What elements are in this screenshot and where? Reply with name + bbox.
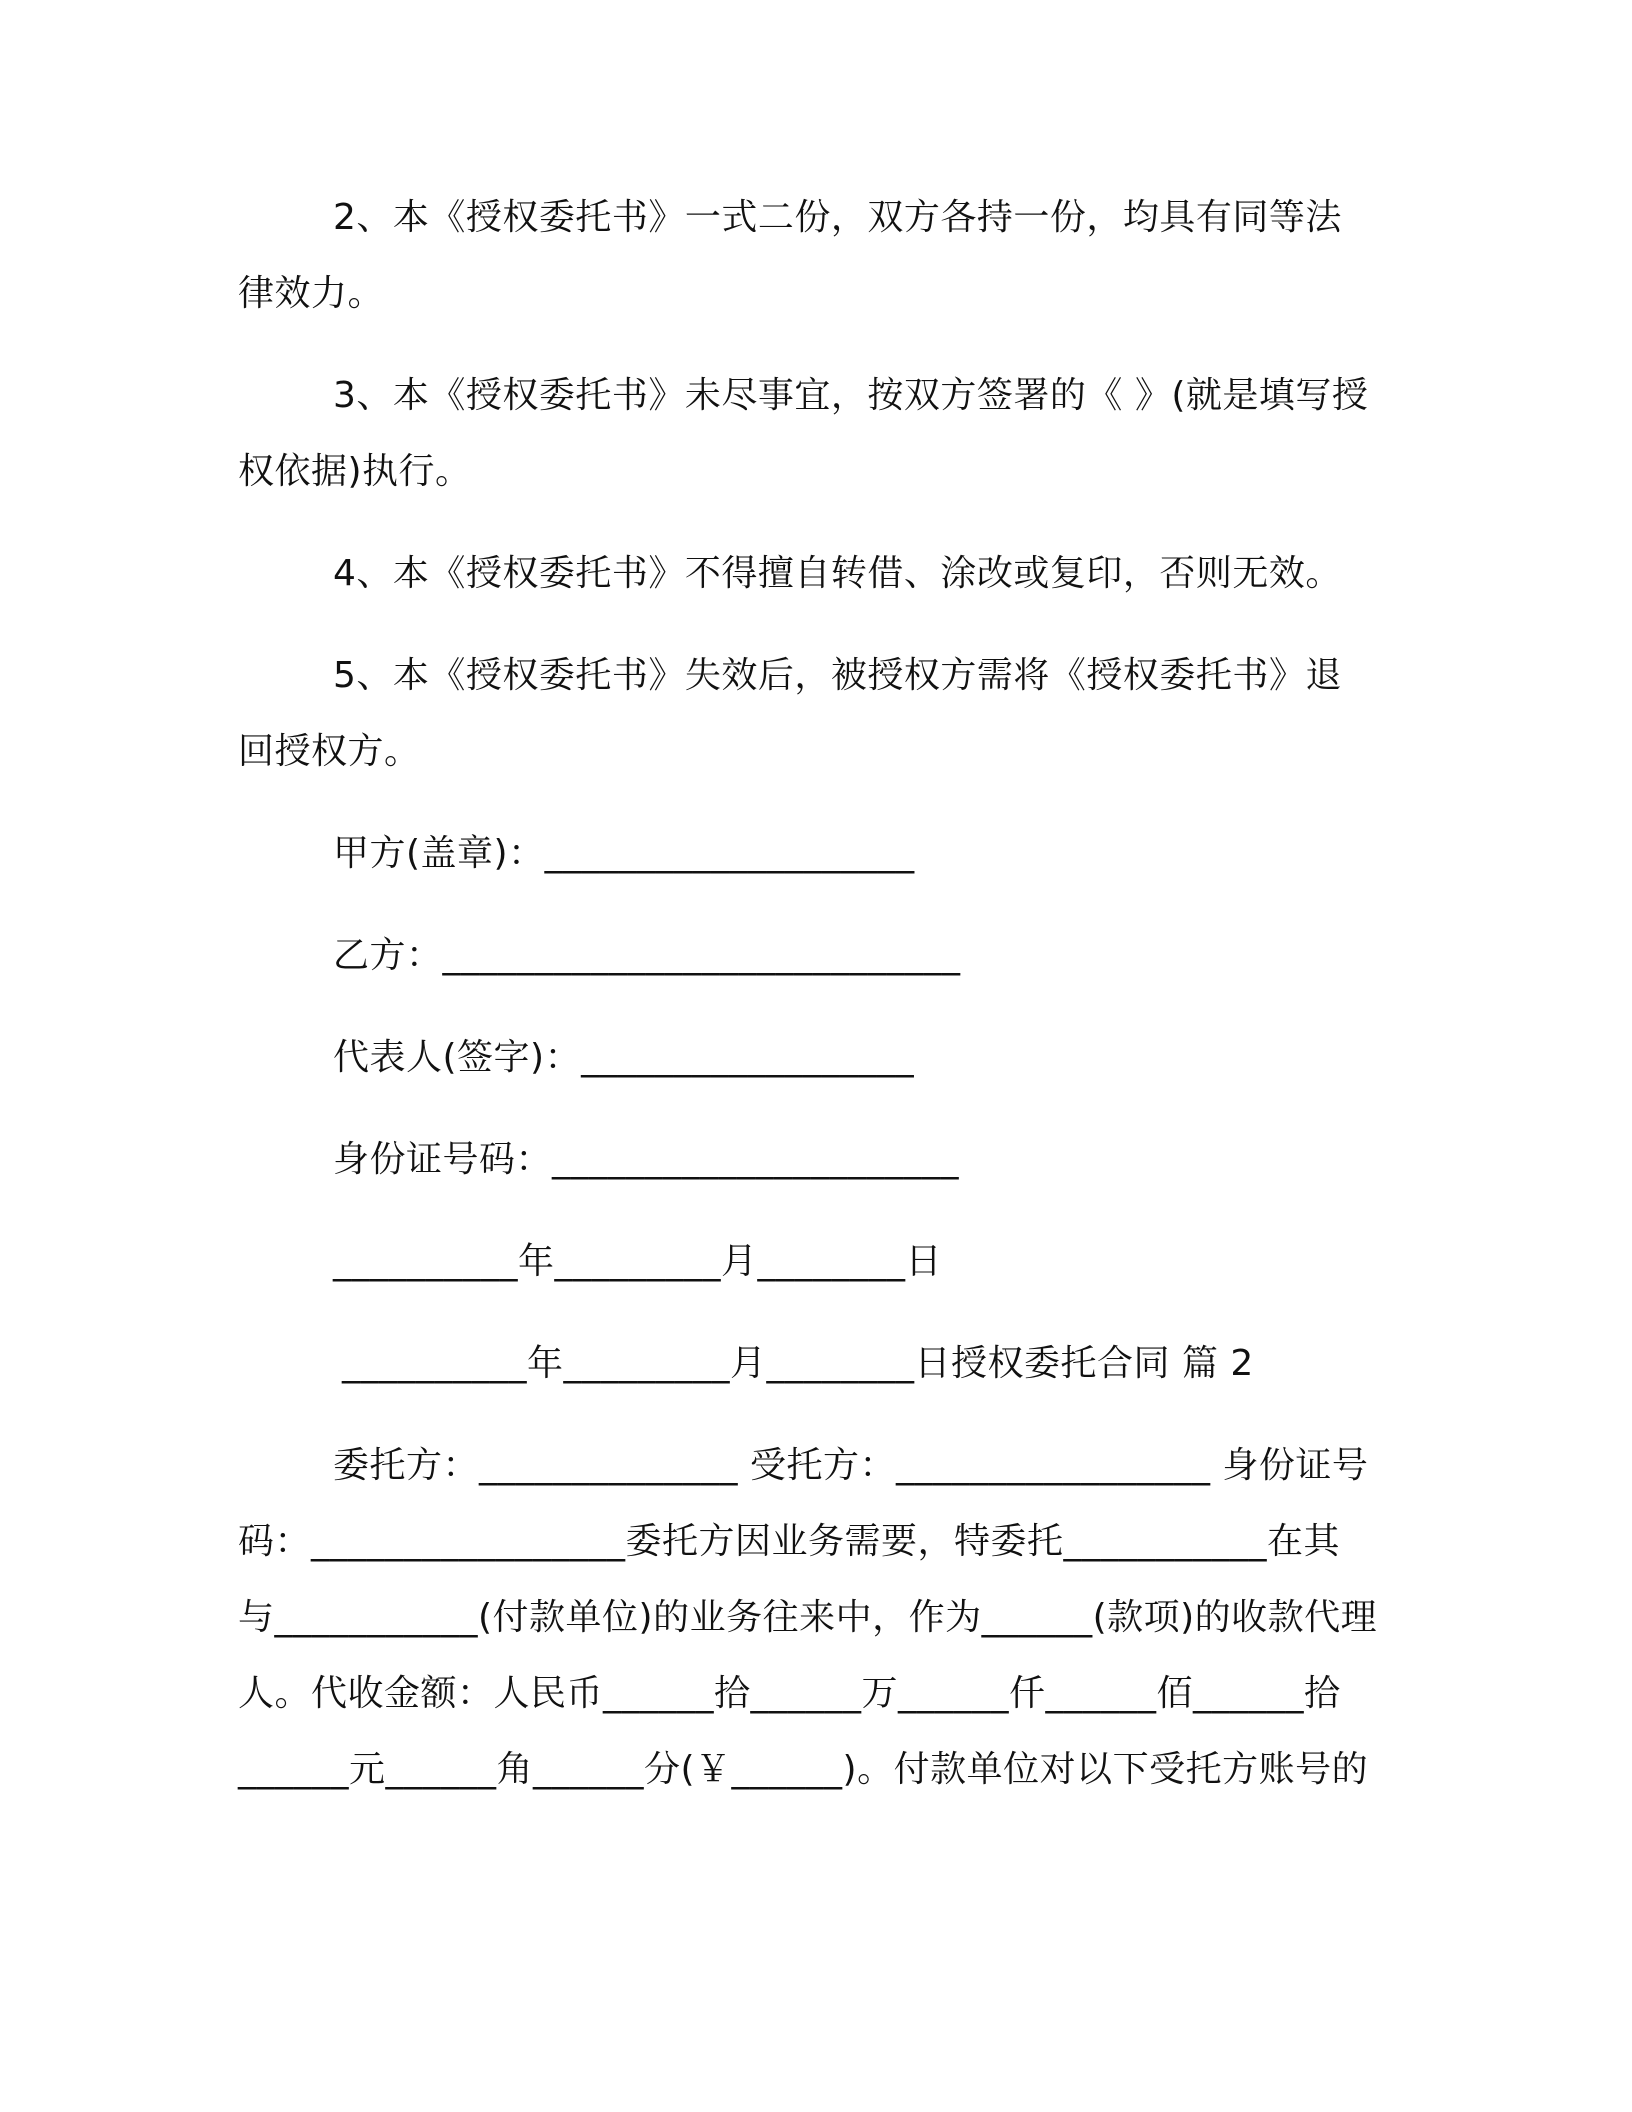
section-2-line-3: 与___________(付款单位)的业务往来中，作为______(款项)的收款代理 [238,1597,1378,1638]
clause-5-line-2: 回授权方。 [238,731,421,772]
clause-4-line-1: 4、本《授权委托书》不得擅自转借、涂改或复印，否则无效。 [333,553,1342,594]
id-number-line: 身份证号码：______________________ [333,1139,960,1180]
clause-2-line-1: 2、本《授权委托书》一式二份，双方各持一份，均具有同等法 [333,197,1342,238]
party-b-signature-line: 乙方：____________________________ [333,935,961,976]
clause-3-line-2: 权依据)执行。 [238,451,472,492]
section-2-line-4: 人。代收金额：人民币______拾______万______仟______佰______拾 [238,1673,1341,1714]
clause-5-line-1: 5、本《授权委托书》失效后，被授权方需将《授权委托书》退 [333,655,1342,696]
date-line: __________年_________月________日 [333,1241,942,1282]
section-2-line-1: 委托方：______________ 受托方：_________________ 身份证号 [333,1445,1369,1486]
clause-3-line-1: 3、本《授权委托书》未尽事宜，按双方签署的《 》(就是填写授 [333,375,1369,416]
clause-2-line-2: 律效力。 [238,273,385,314]
party-a-signature-line: 甲方(盖章)：____________________ [333,833,915,874]
section-2-line-5: ______元______角______分(￥______)。付款单位对以下受托方账号的 [238,1749,1369,1790]
section-2-line-2: 码：_________________委托方因业务需要，特委托___________在其 [238,1521,1341,1562]
section-2-heading: __________年_________月________日授权委托合同 篇 2 [342,1343,1254,1384]
representative-signature-line: 代表人(签字)：__________________ [333,1037,915,1078]
